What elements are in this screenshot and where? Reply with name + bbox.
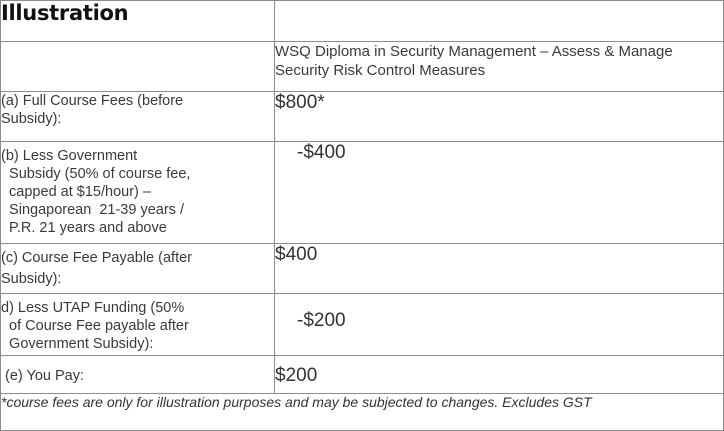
label-line: (e) You Pay:: [1, 368, 85, 384]
course-name-line-1: WSQ Diploma in Security Management – Assess & Manage: [275, 43, 673, 60]
label-line: Subsidy (50% of course fee,: [1, 166, 191, 182]
utap-funding-amount: -$200: [275, 294, 724, 356]
utap-funding-label: [1, 294, 275, 356]
label-line: d) Less UTAP Funding (50%: [1, 300, 185, 316]
you-pay-amount: $200: [275, 356, 724, 394]
course-name: [275, 42, 724, 92]
government-subsidy-amount: -$400: [275, 142, 724, 244]
course-empty-cell: [1, 42, 275, 92]
table-row: [1, 356, 724, 394]
header-empty-cell: [275, 1, 724, 42]
label-line: Subsidy):: [1, 111, 62, 127]
full-course-fees-label: [1, 92, 275, 142]
header-row: [1, 1, 724, 42]
course-row: [1, 42, 724, 92]
you-pay-label: [1, 356, 275, 394]
table-row: [1, 294, 724, 356]
label-line: Government Subsidy):: [1, 336, 154, 352]
label-line: capped at $15/hour) –: [1, 184, 151, 200]
label-line: (b) Less Government: [1, 148, 138, 164]
table-row: [1, 92, 724, 142]
label-line: of Course Fee payable after: [1, 318, 189, 334]
course-fee-payable-label: [1, 244, 275, 294]
table-row: [1, 142, 724, 244]
footnote: *course fees are only for illustration purposes and may be subjected to changes. Excludes GST: [1, 394, 724, 431]
label-line: (c) Course Fee Payable (after: [1, 250, 192, 266]
label-line: Singaporean 21-39 years /: [1, 202, 184, 218]
label-line: Subsidy):: [1, 271, 62, 287]
government-subsidy-label: [1, 142, 275, 244]
table-title: Illustration: [1, 1, 275, 42]
full-course-fees-amount: $800*: [275, 92, 724, 142]
course-fee-payable-amount: $400: [275, 244, 724, 294]
label-line: (a) Full Course Fees (before: [1, 93, 184, 109]
label-line: P.R. 21 years and above: [1, 220, 167, 236]
footnote-row: [1, 394, 724, 431]
table-row: [1, 244, 724, 294]
course-name-line-2: Security Risk Control Measures: [275, 62, 486, 79]
